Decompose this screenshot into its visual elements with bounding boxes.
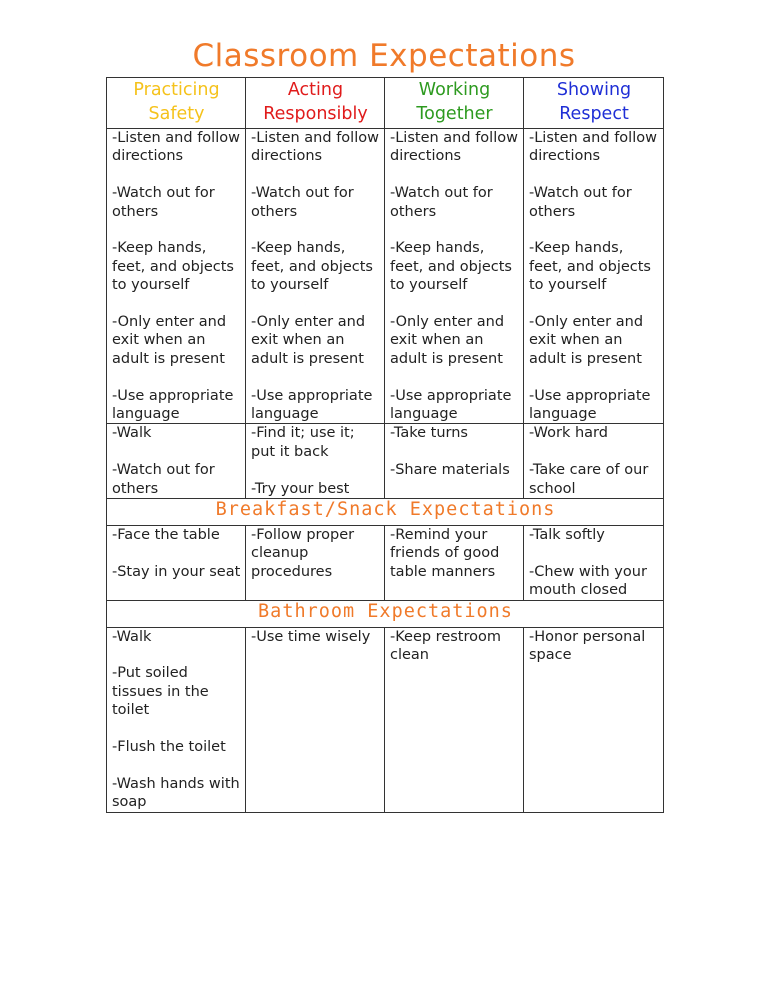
section-heading-row xyxy=(107,600,664,627)
expectation-item: -Wash hands with soap xyxy=(112,775,240,811)
expectation-item: -Chew with your mouth closed xyxy=(529,563,647,599)
page-title: Classroom Expectations xyxy=(192,38,576,74)
expectation-item: -Talk softly xyxy=(529,527,605,544)
expectation-item: -Only enter and exit when an adult is present xyxy=(529,314,644,367)
table-cell xyxy=(246,627,385,812)
expectation-item: -Use appropriate language xyxy=(390,387,512,423)
expectation-item: -Follow proper cleanup procedures xyxy=(251,527,355,580)
expectation-item: -Take care of our school xyxy=(529,462,649,497)
table-cell xyxy=(107,627,246,812)
expectation-item: -Listen and follow directions xyxy=(529,130,657,165)
expectation-item: -Keep hands, feet, and objects to yourself xyxy=(529,240,651,294)
column-header-together xyxy=(385,78,524,129)
table-cell xyxy=(524,627,664,812)
expectation-item: -Walk xyxy=(112,425,152,442)
expectation-item: -Walk xyxy=(112,628,152,645)
table-cell xyxy=(385,627,524,812)
table-cell xyxy=(246,526,385,601)
expectation-item: -Honor personal space xyxy=(529,628,646,664)
expectation-item: -Use appropriate language xyxy=(251,387,373,423)
column-header-line: Showing xyxy=(556,80,632,100)
expectation-item: -Take turns xyxy=(390,425,468,442)
expectation-item: -Listen and follow directions xyxy=(251,130,379,165)
expectation-item: -Watch out for others xyxy=(112,462,215,497)
table-cell xyxy=(385,526,524,601)
table-cell xyxy=(107,526,246,601)
section-heading-row xyxy=(107,499,664,526)
table-cell xyxy=(246,129,385,424)
expectation-item: -Use appropriate language xyxy=(529,387,651,423)
column-header-row xyxy=(107,78,664,129)
expectation-item: -Listen and follow directions xyxy=(390,130,518,165)
expectation-item: -Share materials xyxy=(390,462,510,479)
expectation-item: -Watch out for others xyxy=(390,185,493,220)
table-cell xyxy=(524,129,664,424)
table-cell xyxy=(385,129,524,424)
table-cell xyxy=(385,424,524,499)
expectation-item: -Keep hands, feet, and objects to yourself xyxy=(390,240,512,294)
column-header-line: Responsibly xyxy=(263,104,368,124)
expectation-item: -Only enter and exit when an adult is present xyxy=(390,314,505,367)
column-header-responsibly xyxy=(246,78,385,129)
expectation-item: -Flush the toilet xyxy=(112,739,226,756)
column-header-line: Together xyxy=(416,104,493,124)
column-header-line: Acting xyxy=(287,80,344,100)
table-row xyxy=(107,424,664,499)
expectations-table xyxy=(106,77,664,813)
expectation-item: -Keep hands, feet, and objects to yourself xyxy=(112,240,234,294)
table-cell xyxy=(524,526,664,601)
expectation-item: -Watch out for others xyxy=(529,185,632,220)
expectation-item: -Find it; use it; put it back xyxy=(251,425,355,460)
expectation-item: -Try your best xyxy=(251,480,350,497)
expectation-item: -Use time wisely xyxy=(251,628,371,645)
expectation-item: -Work hard xyxy=(529,425,608,442)
expectation-item: -Only enter and exit when an adult is present xyxy=(251,314,366,367)
expectation-item: -Use appropriate language xyxy=(112,387,234,423)
expectation-item: -Only enter and exit when an adult is present xyxy=(112,314,227,367)
expectation-item: -Listen and follow directions xyxy=(112,130,240,165)
expectation-item: -Keep hands, feet, and objects to yourself xyxy=(251,240,373,294)
table-cell xyxy=(107,129,246,424)
column-header-line: Safety xyxy=(148,104,205,124)
table-row xyxy=(107,526,664,601)
table-cell xyxy=(246,424,385,499)
expectation-item: -Keep restroom clean xyxy=(390,628,501,664)
expectation-item: -Stay in your seat xyxy=(112,563,241,580)
column-header-line: Respect xyxy=(559,104,629,124)
expectation-item: -Put soiled tissues in the toilet xyxy=(112,665,209,719)
column-header-line: Working xyxy=(418,80,491,100)
expectation-item: -Face the table xyxy=(112,527,220,544)
column-header-respect xyxy=(524,78,664,129)
table-cell xyxy=(107,424,246,499)
table-cell xyxy=(524,424,664,499)
breakfast-section-heading: Breakfast/Snack Expectations xyxy=(107,499,664,526)
expectation-item: -Watch out for others xyxy=(251,185,354,220)
expectation-item: -Remind your friends of good table manners xyxy=(390,527,500,580)
column-header-line: Practicing xyxy=(133,80,220,100)
column-header-safety xyxy=(107,78,246,129)
table-row xyxy=(107,129,664,424)
table-row xyxy=(107,627,664,812)
bathroom-section-heading: Bathroom Expectations xyxy=(107,600,664,627)
expectation-item: -Watch out for others xyxy=(112,185,215,220)
